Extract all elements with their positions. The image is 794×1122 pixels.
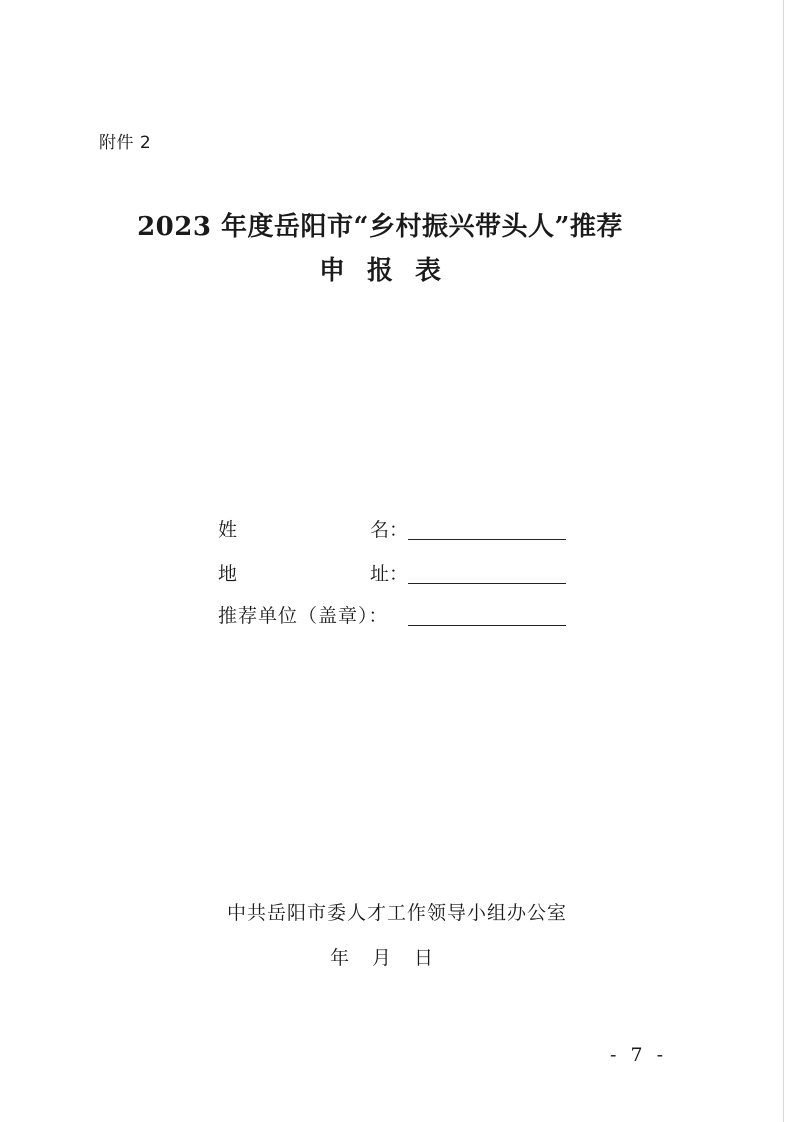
attachment-label: 附件 2 — [99, 133, 152, 153]
recommending-unit-row — [218, 598, 566, 628]
page-edge — [783, 0, 784, 1122]
name-field[interactable] — [408, 517, 566, 540]
document-subtitle: 申报表 — [318, 256, 463, 286]
address-label-part2: 址： — [369, 563, 408, 585]
date-day: 日 — [414, 947, 434, 969]
date-line — [330, 943, 433, 970]
name-label-part2: 名： — [369, 519, 408, 541]
name-row — [218, 512, 566, 542]
address-field[interactable] — [408, 561, 566, 584]
recommending-unit-label: 推荐单位（盖章）： — [218, 605, 389, 627]
document-title: 2023 年度岳阳市“乡村振兴带头人”推荐 — [137, 212, 623, 242]
date-year: 年 — [330, 947, 350, 969]
page-number: - 7 - — [610, 1044, 668, 1066]
date-month: 月 — [372, 947, 392, 969]
address-label — [218, 559, 408, 586]
address-row — [218, 556, 566, 586]
name-label-part1: 姓 — [218, 519, 238, 541]
address-label-part1: 地 — [218, 563, 238, 585]
recommending-unit-field[interactable] — [408, 603, 566, 626]
issuing-organization: 中共岳阳市委人才工作领导小组办公室 — [226, 902, 567, 924]
name-label — [218, 515, 408, 542]
